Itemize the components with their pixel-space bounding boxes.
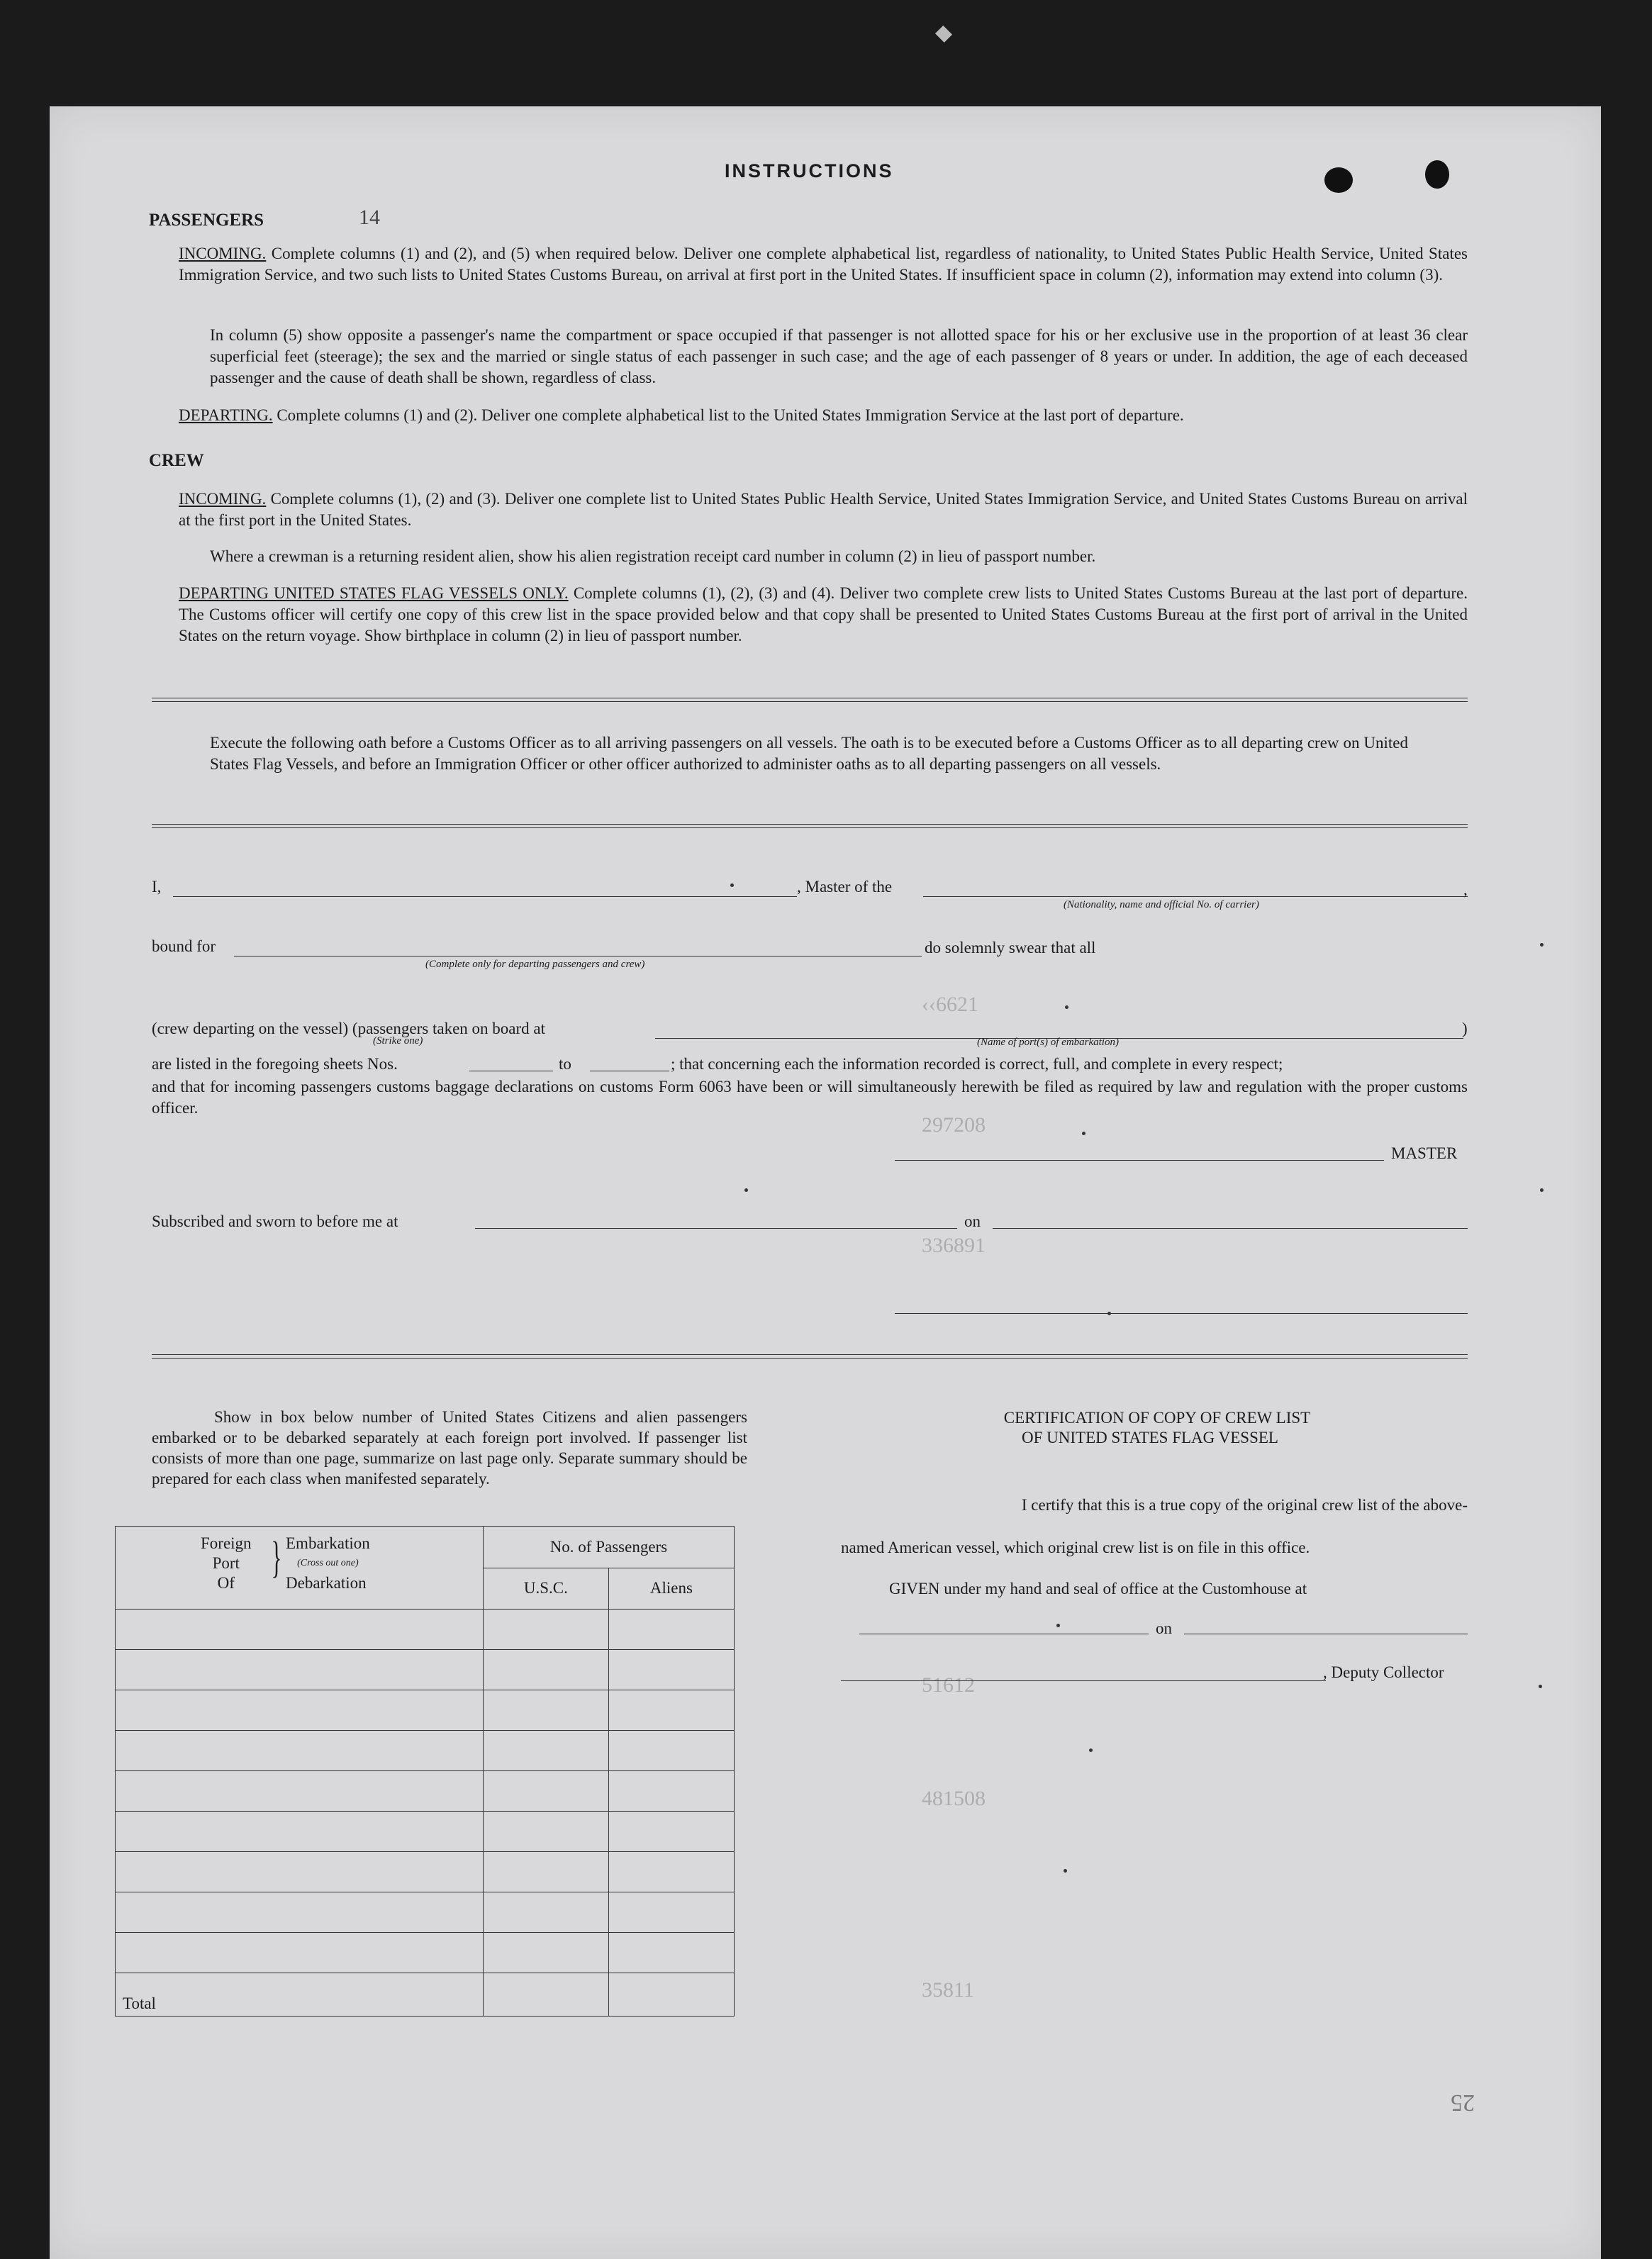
bound-for-label: bound for <box>152 937 216 955</box>
ink-dot <box>1082 1132 1085 1135</box>
aliens-cell[interactable] <box>608 1690 734 1731</box>
table-row <box>116 1610 735 1650</box>
aliens-cell[interactable] <box>608 1852 734 1892</box>
master-of-label: , Master of the <box>797 878 893 896</box>
port-cell[interactable] <box>116 1892 484 1933</box>
section-divider <box>152 698 1468 702</box>
usc-total-cell[interactable] <box>483 1973 608 2017</box>
certification-text-1: I certify that this is a true copy of the original crew list of the above- <box>1021 1496 1468 1514</box>
bleed-through-text: 481508 <box>922 1787 986 1810</box>
passengers-incoming-paragraph <box>179 243 1468 286</box>
page-title: INSTRUCTIONS <box>725 160 894 182</box>
swear-text: do solemnly swear that all <box>925 939 1096 956</box>
oath-i-label: I, <box>152 878 162 896</box>
carrier-caption: (Nationality, name and official No. of carrier) <box>1064 899 1259 910</box>
bleed-through-text: 35811 <box>922 1978 974 2002</box>
table-row <box>116 1650 735 1690</box>
col-debarkation-label: Debarkation <box>286 1574 367 1592</box>
ink-dot <box>1540 943 1544 947</box>
total-row <box>116 1973 735 2017</box>
port-cell[interactable] <box>116 1650 484 1690</box>
passengers-heading: PASSENGERS <box>149 211 264 230</box>
crew-departing-label: (crew departing on the vessel) (passengers taken on board at <box>152 1020 545 1037</box>
master-name-field[interactable] <box>173 896 797 897</box>
carrier-field-end: , <box>1463 881 1468 898</box>
crew-departing-text: Complete columns (1), (2), (3) and (4). Deliver two complete crew lists to United States Customs Bureau at the last port of departure. The Customs officer will certify one copy of this crew list in the space provided below and that copy shall be presented to United States Customs Bureau at the first port of arrival in the United States on the return voyage. Show birthplace in column (2) in lieu of passport number. <box>179 584 1468 645</box>
port-cell[interactable] <box>116 1610 484 1650</box>
usc-cell[interactable] <box>483 1610 608 1650</box>
passengers-incoming-text: Complete columns (1) and (2), and (5) when required below. Deliver one complete alphabetical list, regardless of nationality, to United States Public Health Service, United States Immigration Service, and two such lists to United States Customs Bureau, on arrival at first port in the United States. If insufficient space in column (2), information may extend into column (3). <box>179 245 1468 284</box>
bound-caption: (Complete only for departing passengers and crew) <box>425 959 645 970</box>
usc-cell[interactable] <box>483 1812 608 1852</box>
usc-cell[interactable] <box>483 1771 608 1812</box>
passengers-departing-label: DEPARTING. <box>179 406 273 424</box>
crew-incoming-paragraph <box>179 489 1468 531</box>
table-row <box>116 1690 735 1731</box>
bleed-through-text: ‹‹6621 <box>922 993 978 1016</box>
subscribed-place-field[interactable] <box>475 1228 957 1229</box>
ink-dot <box>730 883 734 887</box>
crew-heading: CREW <box>149 451 204 470</box>
certification-title-line1: CERTIFICATION OF COPY OF CREW LIST <box>1003 1409 1311 1427</box>
certification-title <box>959 1408 1356 1448</box>
certification-on-label: on <box>1156 1619 1172 1637</box>
summary-intro-paragraph: Show in box below number of United States Citizens and alien passengers embarked or to be debarked separately at each foreign port involved. If passenger list consists of more than one page, summarize on last page only. Separate summary should be prepared for each class when manifested separately. <box>152 1408 747 1488</box>
certification-text-2: named American vessel, which original crew list is on file in this office. <box>841 1539 1310 1556</box>
port-caption: (Name of port(s) of embarkation) <box>977 1037 1119 1048</box>
table-row <box>116 1892 735 1933</box>
passengers-column5-paragraph: In column (5) show opposite a passenger's name the compartment or space occupied if that passenger is not allotted space for his or her exclusive use in the proportion of at least 36 clear superficial feet (steerage); the sex and the married or single status of each passenger in such case; and the age of each passenger of 8 years or under. In addition, the age of each deceased passenger and the cause of death shall be shown, regardless of class. <box>210 326 1468 386</box>
usc-cell[interactable] <box>483 1690 608 1731</box>
col-foreign-label: Foreign <box>201 1534 252 1552</box>
deputy-collector-signature-field[interactable] <box>841 1680 1326 1681</box>
usc-cell[interactable] <box>483 1650 608 1690</box>
subscribed-on-label: on <box>964 1212 981 1230</box>
aliens-cell[interactable] <box>608 1731 734 1771</box>
listed-rest-text: ; that concerning each the information recorded is correct, full, and complete in every respect; <box>671 1055 1283 1073</box>
strike-one-caption: (Strike one) <box>373 1035 423 1047</box>
table-row <box>116 1812 735 1852</box>
aliens-cell[interactable] <box>608 1812 734 1852</box>
certification-text-3: GIVEN under my hand and seal of office at the Customhouse at <box>889 1580 1307 1597</box>
ink-dot <box>1107 1312 1111 1315</box>
aliens-cell[interactable] <box>608 1650 734 1690</box>
crew-alien-paragraph: Where a crewman is a returning resident alien, show his alien registration receipt card number in column (2) in lieu of passport number. <box>210 547 1096 565</box>
crew-incoming-label: INCOMING. <box>179 490 267 508</box>
passenger-summary-table <box>115 1526 735 2017</box>
table-row <box>116 1731 735 1771</box>
usc-cell[interactable] <box>483 1892 608 1933</box>
crew-departing-paragraph <box>179 583 1468 647</box>
ink-blot <box>1425 160 1449 189</box>
listed-text-continued: and that for incoming passengers customs baggage declarations on customs Form 6063 have been or will simultaneously herewith be filed as required by law and regulation with the proper customs officer. <box>152 1078 1468 1117</box>
handwritten-note: 14 <box>359 206 380 229</box>
subscribed-date-field[interactable] <box>993 1228 1468 1229</box>
col-of-label: Of <box>217 1574 235 1592</box>
master-signature-field[interactable] <box>895 1160 1384 1161</box>
usc-cell[interactable] <box>483 1731 608 1771</box>
crew-departing-label: DEPARTING UNITED STATES FLAG VESSELS ONLY. <box>179 584 569 602</box>
ink-dot <box>1056 1624 1060 1627</box>
ink-dot <box>1539 1685 1542 1688</box>
usc-header: U.S.C. <box>483 1568 608 1610</box>
scan-mark <box>935 26 952 43</box>
passengers-departing-text: Complete columns (1) and (2). Deliver one complete alphabetical list to the United States Immigration Service at the last port of departure. <box>277 406 1184 424</box>
aliens-cell[interactable] <box>608 1771 734 1812</box>
port-field-close-paren: ) <box>1462 1020 1468 1037</box>
oath-intro-paragraph: Execute the following oath before a Customs Officer as to all arriving passengers on all vessels. The oath is to be executed before a Customs Officer as to all departing crew on United States Flag Vessels, and before an Immigration Officer or other officer authorized to administer oaths as to all departing passengers on all vessels. <box>210 734 1408 773</box>
master-label: MASTER <box>1391 1144 1458 1162</box>
total-label: Total <box>116 1973 484 2017</box>
aliens-total-cell[interactable] <box>608 1973 734 2017</box>
col-port-label: Port <box>212 1554 240 1572</box>
deputy-collector-label: , Deputy Collector <box>1323 1663 1444 1681</box>
listed-sheets-label: are listed in the foregoing sheets Nos. <box>152 1055 398 1073</box>
col-embarkation-label: Embarkation <box>286 1534 370 1552</box>
bleed-through-text: 51612 <box>922 1673 975 1697</box>
subscribed-label: Subscribed and sworn to before me at <box>152 1212 398 1230</box>
certification-title-line2: OF UNITED STATES FLAG VESSEL <box>1022 1429 1278 1446</box>
usc-cell[interactable] <box>483 1933 608 1973</box>
table-row <box>116 1852 735 1892</box>
section-divider <box>152 824 1468 828</box>
bleed-through-text: 297208 <box>922 1113 986 1137</box>
table-row <box>116 1771 735 1812</box>
page-number: 25 <box>1451 2090 1475 2116</box>
aliens-cell[interactable] <box>608 1610 734 1650</box>
carrier-field[interactable] <box>923 896 1468 897</box>
usc-cell[interactable] <box>483 1852 608 1892</box>
bleed-through-text: 336891 <box>922 1234 986 1257</box>
port-cell[interactable] <box>116 1731 484 1771</box>
port-header-cell <box>116 1527 484 1610</box>
port-cell[interactable] <box>116 1690 484 1731</box>
ink-dot <box>744 1188 748 1192</box>
crew-incoming-text: Complete columns (1), (2) and (3). Deliver one complete list to United States Public Health Service, United States Immigration Service, and United States Customs Bureau on arrival at the first port in the United States. <box>179 490 1468 529</box>
ink-blot <box>1324 167 1353 193</box>
aliens-cell[interactable] <box>608 1933 734 1973</box>
passengers-incoming-label: INCOMING. <box>179 245 267 262</box>
port-cell[interactable] <box>116 1812 484 1852</box>
ink-dot <box>1065 1005 1068 1009</box>
aliens-cell[interactable] <box>608 1892 734 1933</box>
port-cell[interactable] <box>116 1933 484 1973</box>
port-cell[interactable] <box>116 1771 484 1812</box>
officer-signature-field[interactable] <box>895 1313 1468 1314</box>
sheet-to-label: to <box>559 1055 571 1073</box>
col-cross-out-label: (Cross out one) <box>297 1558 359 1568</box>
table-row <box>116 1933 735 1973</box>
aliens-header: Aliens <box>608 1568 734 1610</box>
ink-dot <box>1540 1188 1544 1192</box>
ink-dot <box>1064 1869 1067 1873</box>
ink-dot <box>1089 1748 1093 1752</box>
section-divider <box>152 1354 1468 1359</box>
no-passengers-header: No. of Passengers <box>483 1527 734 1568</box>
passengers-departing-paragraph <box>179 405 1468 426</box>
brace-icon: } <box>271 1534 282 1582</box>
port-cell[interactable] <box>116 1852 484 1892</box>
